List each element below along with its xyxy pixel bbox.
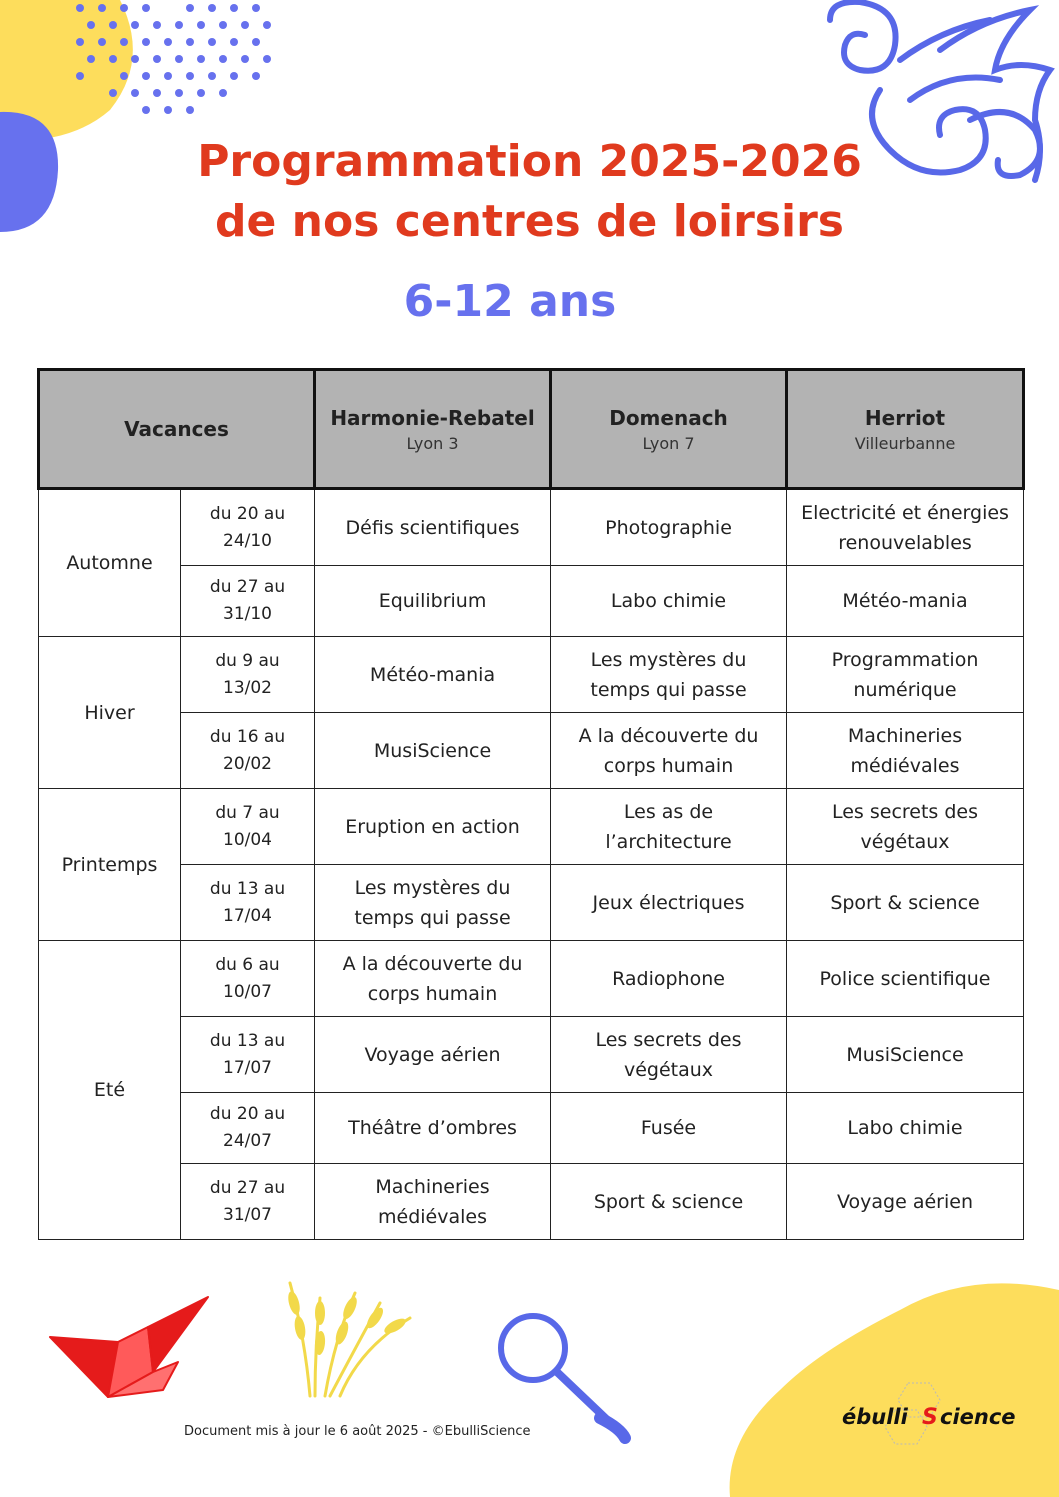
activity-cell: Défis scientifiques	[315, 489, 551, 566]
activity-cell: Voyage aérien	[315, 1017, 551, 1093]
activity-cell: MusiScience	[787, 1017, 1024, 1093]
activity-cell: Programmation numérique	[787, 637, 1024, 713]
season-cell: Hiver	[39, 637, 181, 789]
activity-cell: Voyage aérien	[787, 1164, 1024, 1240]
activity-cell: Eruption en action	[315, 789, 551, 865]
activity-cell: MusiScience	[315, 713, 551, 789]
activity-cell: Photographie	[551, 489, 787, 566]
table-row	[39, 1093, 1024, 1164]
activity-cell: Equilibrium	[315, 566, 551, 637]
header-domenach	[551, 370, 787, 489]
table-row	[39, 865, 1024, 941]
date-cell: du 6 au 10/07	[181, 941, 315, 1017]
header-vacances: Vacances	[39, 370, 315, 489]
title-line-1: Programmation 2025-2026	[197, 136, 862, 187]
header-city: Villeurbanne	[854, 433, 956, 453]
activity-cell: Les mystères du temps qui passe	[315, 865, 551, 941]
logo-text-left: ébulli	[842, 1405, 908, 1429]
date-cell: du 7 au 10/04	[181, 789, 315, 865]
activity-cell: Météo-mania	[315, 637, 551, 713]
activity-cell: Police scientifique	[787, 941, 1024, 1017]
page-title	[0, 132, 1059, 252]
activity-cell: Théâtre d’ombres	[315, 1093, 551, 1164]
table-row	[39, 941, 1024, 1017]
header-herriot	[787, 370, 1024, 489]
date-cell: du 27 au 31/10	[181, 566, 315, 637]
date-cell: du 20 au 24/07	[181, 1093, 315, 1164]
activity-cell: Sport & science	[551, 1164, 787, 1240]
header-city: Lyon 7	[642, 433, 695, 453]
footer-note: Document mis à jour le 6 août 2025 - ©EbulliScience	[184, 1424, 531, 1439]
ebulliscience-logo	[840, 1378, 1020, 1448]
header-city: Lyon 3	[406, 433, 459, 453]
table-row	[39, 1164, 1024, 1240]
header-harmonie-rebatel	[315, 370, 551, 489]
date-cell: du 27 au 31/07	[181, 1164, 315, 1240]
header-name: Harmonie-Rebatel	[330, 405, 535, 430]
date-cell: du 9 au 13/02	[181, 637, 315, 713]
activity-cell: Les mystères du temps qui passe	[551, 637, 787, 713]
wheat-icon	[280, 1278, 420, 1398]
activity-cell: A la découverte du corps humain	[551, 713, 787, 789]
activity-cell: Fusée	[551, 1093, 787, 1164]
activity-cell: Electricité et énergies renouvelables	[787, 489, 1024, 566]
date-cell: du 13 au 17/04	[181, 865, 315, 941]
activity-cell: Les secrets des végétaux	[551, 1017, 787, 1093]
date-cell: du 16 au 20/02	[181, 713, 315, 789]
logo-text-right: cience	[940, 1405, 1016, 1429]
header-name: Domenach	[609, 405, 728, 430]
activity-cell: Labo chimie	[787, 1093, 1024, 1164]
logo-mark: S	[922, 1405, 938, 1430]
season-cell: Automne	[39, 489, 181, 637]
activity-cell: Les secrets des végétaux	[787, 789, 1024, 865]
table-row	[39, 637, 1024, 713]
date-cell: du 13 au 17/07	[181, 1017, 315, 1093]
paper-boat-icon	[48, 1292, 213, 1402]
date-cell: du 20 au 24/10	[181, 489, 315, 566]
activity-cell: Labo chimie	[551, 566, 787, 637]
activity-cell: Machineries médiévales	[787, 713, 1024, 789]
activity-cell: Les as de l’architecture	[551, 789, 787, 865]
table-row	[39, 489, 1024, 566]
activity-cell: Machineries médiévales	[315, 1164, 551, 1240]
activity-cell: A la découverte du corps humain	[315, 941, 551, 1017]
table-row	[39, 713, 1024, 789]
activity-cell: Sport & science	[787, 865, 1024, 941]
schedule-table	[37, 368, 1025, 1240]
table-row	[39, 789, 1024, 865]
activity-cell: Radiophone	[551, 941, 787, 1017]
table-header-row	[39, 370, 1024, 489]
table-row	[39, 1017, 1024, 1093]
season-cell: Eté	[39, 941, 181, 1240]
activity-cell: Météo-mania	[787, 566, 1024, 637]
activity-cell: Jeux électriques	[551, 865, 787, 941]
age-range-subtitle: 6-12 ans	[403, 276, 617, 327]
header-name: Herriot	[864, 405, 946, 430]
table-row	[39, 566, 1024, 637]
title-line-2: de nos centres de loirsirs	[215, 196, 844, 247]
season-cell: Printemps	[39, 789, 181, 941]
